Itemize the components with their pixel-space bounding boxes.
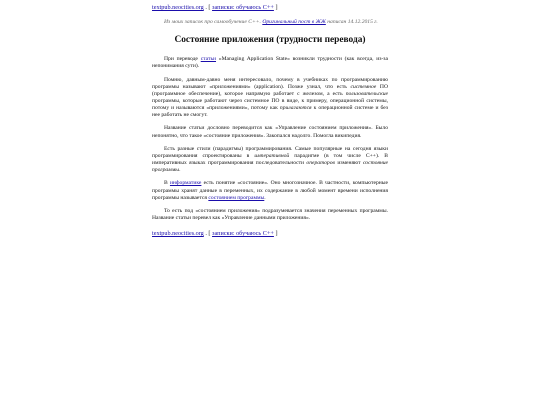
paragraph-6: То есть под «состоянием приложения» подразумевается значения переменных программы. Название статьи перевел как «Управление данными приложения». (152, 207, 388, 222)
text: «Managing Application State» возникли трудности (как всегда, из-за непонимания сути). (152, 56, 389, 70)
bottom-nav (152, 230, 388, 238)
page-title: Состояние приложения (трудности перевода) (174, 35, 366, 46)
intro-prefix: Из моих записок про самообучение C++. (164, 19, 263, 25)
text: есть понятие «состояние». Оно многозначное. В частности, компьютерные программы хранят данные в переменных, их содержание в любой момент времени исполнения программы называется (152, 180, 388, 201)
text: . (264, 194, 266, 201)
text: ПО (программное обеспечение), которое напрямую работает с железом, а есть (152, 83, 388, 97)
intro-suffix: написан 14.12.2015 г. (325, 19, 378, 25)
text: В (164, 180, 170, 187)
tag-link[interactable]: записки: обучаюсь C++ (212, 230, 274, 238)
text: Помню, давным-давно меня интересовало, почему в учебниках по программированию программы называют «приложениями» (application). Позже узнал, что есть (152, 76, 388, 90)
intro-note (164, 19, 388, 26)
text: парадигме (в том числе C++). В императивных языках программирования последовательности (152, 152, 388, 167)
tag-link[interactable]: записки: обучаюсь C++ (212, 4, 274, 11)
text: При переводе (164, 56, 201, 63)
nav-separator: ] (273, 230, 278, 238)
site-link[interactable]: textpub.neocities.org (152, 230, 204, 238)
emphasis: пользовательские (345, 90, 388, 97)
text: Есть разные стили (парадигмы) программирования. Самые популярные на сегодня языки программирования спроектированы в (152, 145, 388, 159)
emphasis: императивной (254, 152, 290, 159)
top-nav (152, 4, 388, 12)
text: программы, которые работают через системное ПО в виде, к примеру, операционной системы, потому и называются «приложениями», потому как (152, 97, 388, 112)
informatics-link[interactable]: информатике (169, 180, 202, 187)
text: к операционной системе и без нее работать не смогут. (152, 105, 388, 119)
emphasis: прилагаются (279, 105, 312, 112)
program-state-link[interactable]: состоянием программы (208, 194, 265, 201)
paragraph-3: Название статьи дословно переводится как «Управление состоянием приложения». Было непонятно, что такое «состояние приложения». Закопался надолго. Помогла википедия. (152, 125, 388, 139)
paragraph-5 (152, 180, 388, 201)
emphasis: состояние программы (152, 160, 388, 174)
site-link[interactable]: textpub.neocities.org (152, 4, 204, 11)
original-post-link[interactable]: Оригинальный пост в ЖЖ (262, 19, 326, 25)
paragraph-4 (152, 146, 388, 175)
nav-separator: . [ (203, 4, 213, 11)
nav-separator: . [ (203, 230, 213, 238)
nav-separator: ] (273, 4, 278, 11)
emphasis: операторов (306, 160, 335, 167)
text: изменяют (334, 160, 363, 167)
text: . (179, 167, 181, 174)
article-page (152, 4, 388, 238)
paragraph-2 (152, 77, 388, 120)
article-link[interactable]: статьи (200, 56, 217, 63)
paragraph-1 (152, 56, 388, 70)
emphasis: системное (350, 83, 377, 90)
